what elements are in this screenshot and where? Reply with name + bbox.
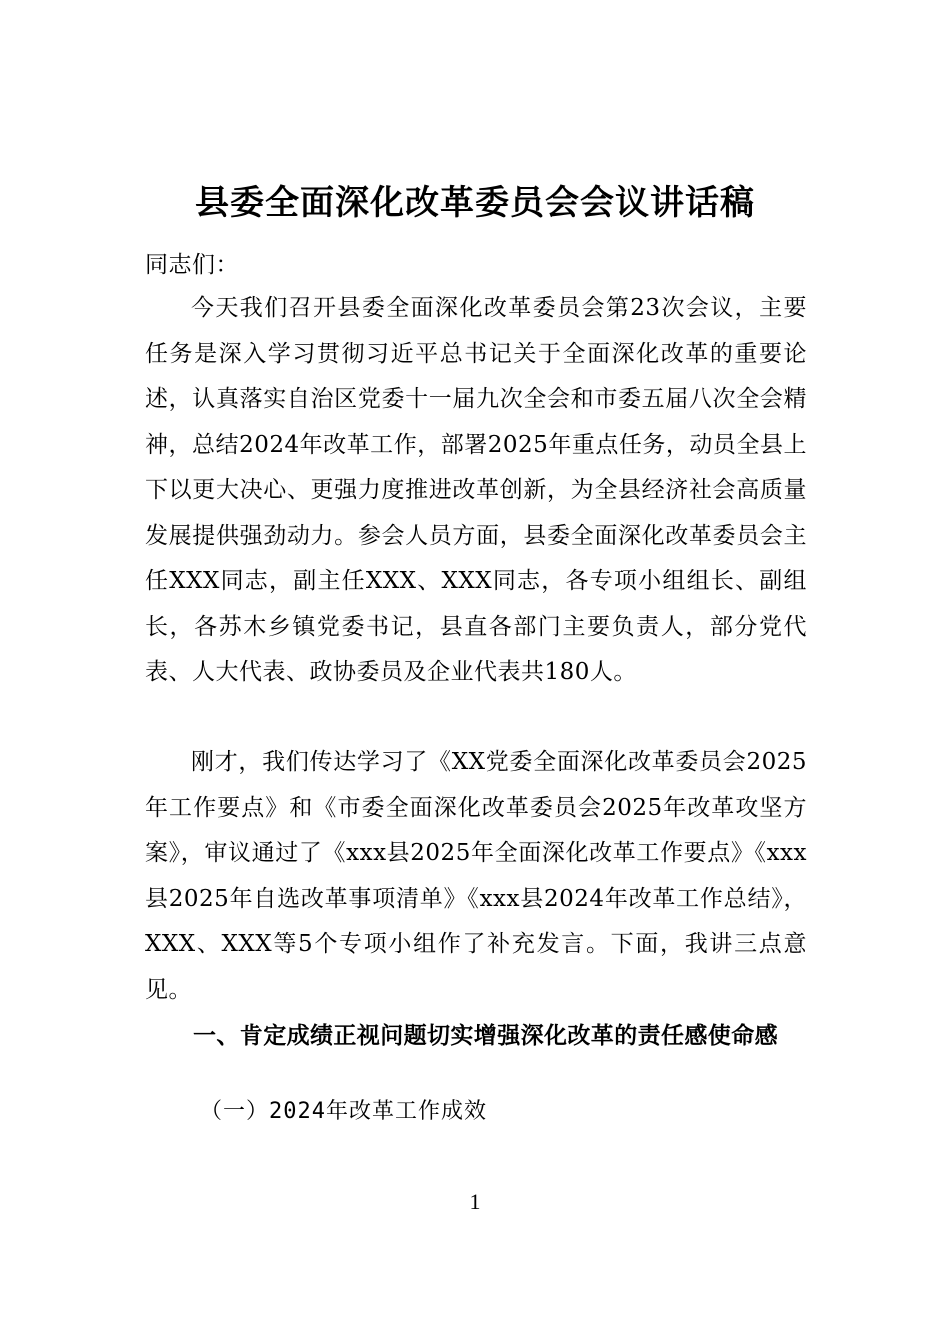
salutation: 同志们： xyxy=(145,252,239,278)
subsection-heading: （一）2024年改革工作成效 xyxy=(200,1099,487,1124)
page-number: 1 xyxy=(469,1189,481,1214)
paragraph-opening: 今天我们召开县委全面深化改革委员会第23次会议，主要任务是深入学习贯彻习近平总书记关于全面深化改革的重要论述，认真落实自治区党委十一届九次全会和市委五届八次全会精神，总结2024年改革工作，部署2025年重点任务，动员全县上下以更大决心、更强力度推进改革创新，为全县经济社会高质量发展提供强劲动力。参会人员方面，县委全面深化改革委员会主任XXX同志，副主任XXX、XXX同志，各专项小组组长、副组长，各苏木乡镇党委书记，县直各部门主要负责人，部分党代表、人大代表、政协委员及企业代表共180人。 xyxy=(145,295,807,685)
section-heading: 一、肯定成绩正视问题切实增强深化改革的责任感使命感 xyxy=(193,1023,778,1049)
paragraph-review: 刚才，我们传达学习了《XX党委全面深化改革委员会2025年工作要点》和《市委全面深化改革委员会2025年改革攻坚方案》，审议通过了《xxx县2025年全面深化改革工作要点》《xxx县2025年自选改革事项清单》《xxx县2024年改革工作总结》，XXX、XXX等5个专项小组作了补充发言。下面，我讲三点意见。 xyxy=(145,749,807,1003)
document-title: 县委全面深化改革委员会会议讲话稿 xyxy=(195,183,755,223)
